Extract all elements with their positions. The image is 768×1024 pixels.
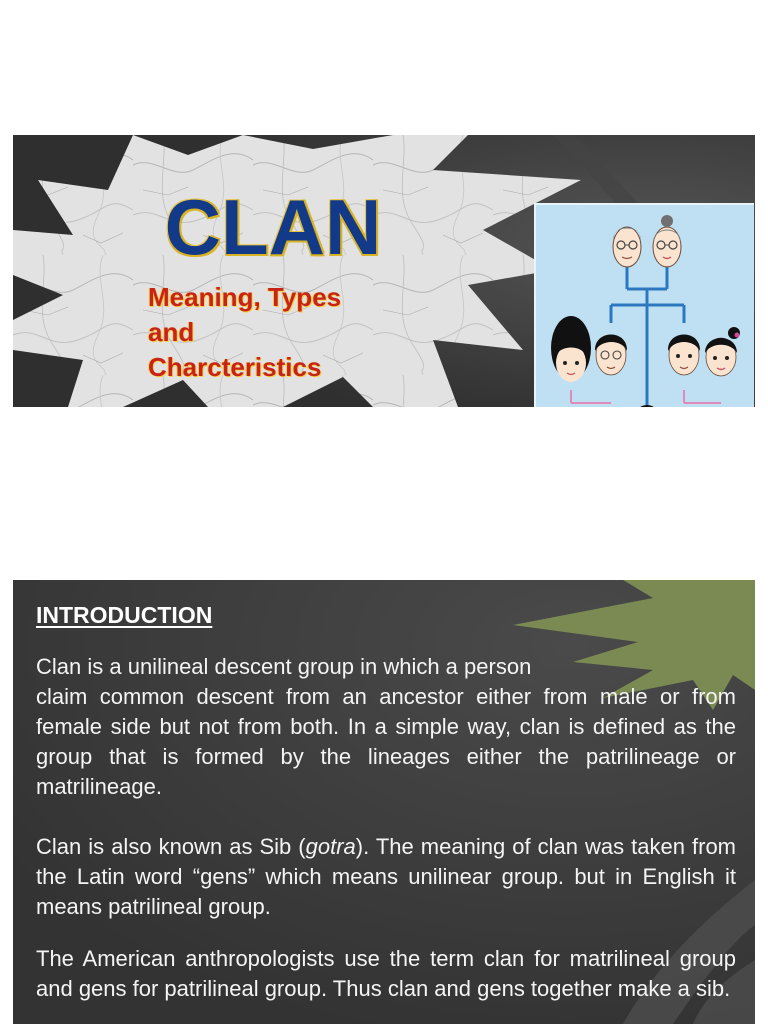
- paragraph-1: [36, 652, 736, 802]
- child-girl-bun-face: [705, 327, 740, 376]
- section-body: [36, 652, 736, 1004]
- subtitle-line-3: Charcteristics: [148, 352, 322, 382]
- child-girl-face: [551, 316, 591, 382]
- subtitle-line-2: and: [148, 317, 195, 347]
- paragraph-1-rest: claim common descent from an ancestor either from male or from female side but not from both. In a simple way, clan is defined as the group that is formed by the lineages either the patrilineage or matrilineage.: [36, 684, 736, 799]
- slide-subtitle: [148, 280, 408, 385]
- grandfather-face: [613, 227, 641, 267]
- slide-title: CLAN: [164, 183, 382, 271]
- subtitle-line-1: Meaning, Types: [148, 282, 342, 312]
- paragraph-2: [36, 832, 736, 922]
- paragraph-3: The American anthropologists use the term clan for matrilineal group and gens for patrilineal group. Thus clan and gens together make a sib.: [36, 946, 736, 1001]
- paragraph-2-start: Clan is also known as Sib (: [36, 834, 306, 859]
- child-boy-glasses-face: [595, 335, 627, 376]
- section-heading: INTRODUCTION: [36, 602, 213, 628]
- paragraph-2-end: ). The meaning of clan was taken from the Latin word “gens” which means unilinear group. but in English it means patrilineal group.: [36, 834, 736, 919]
- family-tree-illustration: [534, 203, 754, 407]
- family-tree-icon: [536, 205, 754, 407]
- title-slide: [13, 135, 755, 407]
- child-boy-face: [668, 335, 700, 376]
- grandmother-face: [653, 215, 681, 267]
- paragraph-1-first-line: Clan is a unilineal descent group in which a person: [36, 654, 532, 679]
- paragraph-2-italic-term: gotra: [305, 834, 356, 859]
- introduction-slide: [13, 580, 755, 1024]
